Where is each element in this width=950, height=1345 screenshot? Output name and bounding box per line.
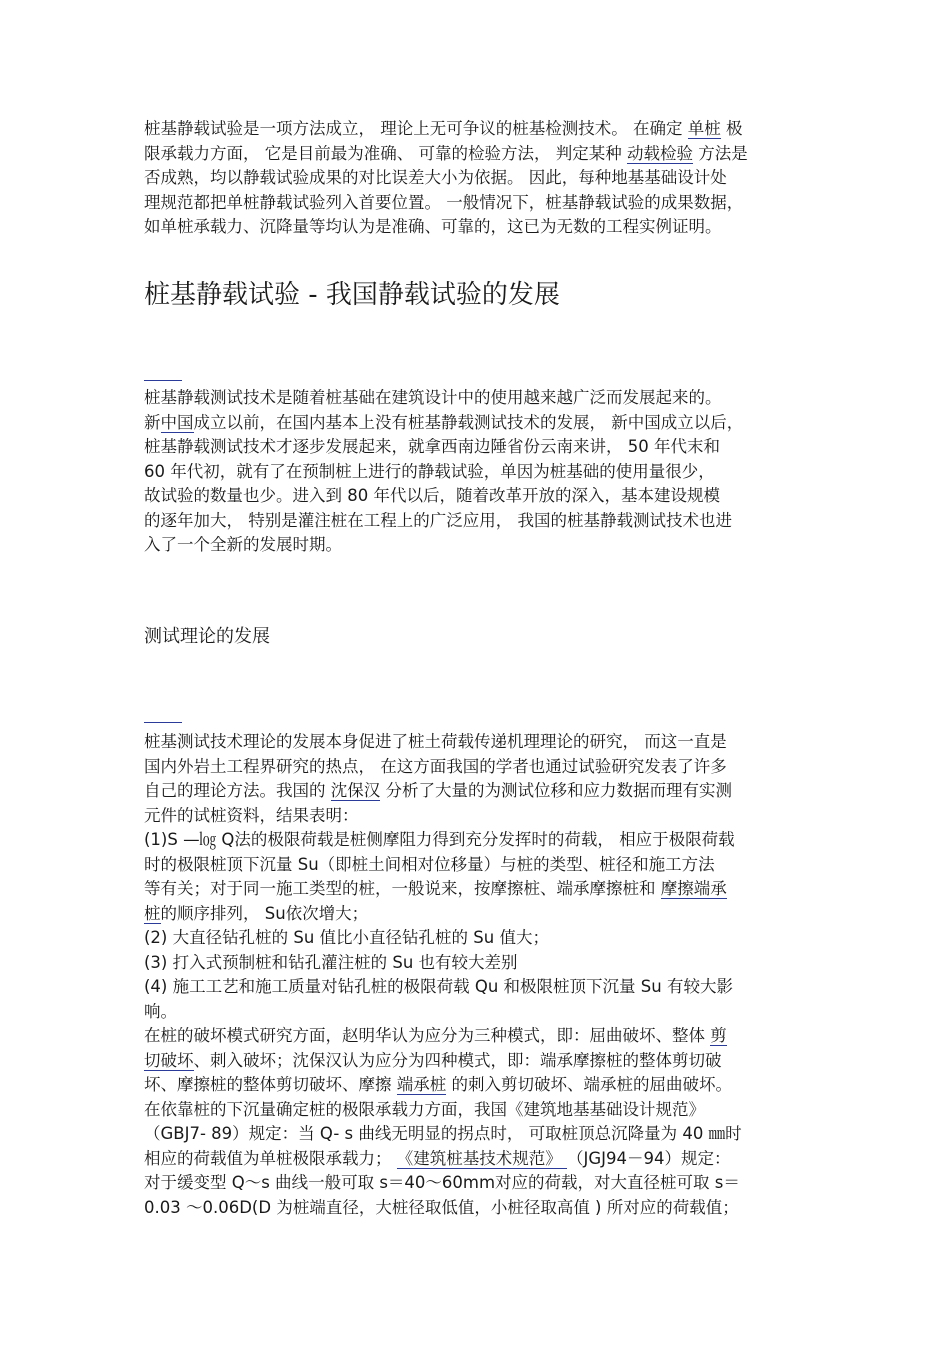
text-line: [144, 1073, 812, 1098]
text-line: [144, 804, 812, 829]
hyperlink[interactable]: 动载检验: [626, 143, 693, 163]
text-segment: 桩基静载测试技术才逐步发展起来，就拿西南边陲省份云南来讲， 50 年代末和: [144, 437, 720, 456]
text-line: [144, 484, 812, 509]
section-heading-theory: 测试理论的发展: [144, 626, 270, 647]
text-segment: (2) 大直径钻孔桩的 Su 值比小直径钻孔桩的 Su 值大；: [144, 928, 549, 947]
text-segment: 方法是: [692, 143, 748, 163]
text-segment: 理规范都把单桩静载试验列入首要位置。 一般情况下，桩基静载试验的成果数据，: [144, 192, 744, 212]
text-line: [144, 1196, 812, 1221]
section-heading-development: 桩基静载试验 - 我国静载试验的发展: [144, 280, 560, 310]
text-segment: (3) 打入式预制桩和钻孔灌注桩的 Su 也有较大差别: [144, 952, 518, 972]
hyperlink[interactable]: 中国: [160, 412, 194, 432]
text-segment: 成立以前，在国内基本上没有桩基静载测试技术的发展， 新中国成立以后，: [193, 412, 744, 432]
text-segment: 时的极限桩顶下沉量 Su（即桩土间相对位移量）与桩的类型、桩径和施工方法: [144, 854, 715, 874]
text-segment: 新: [144, 412, 161, 432]
text-line: [144, 975, 812, 1000]
text-segment: （JGJ94－94）规定：: [567, 1148, 731, 1168]
text-segment: 响。: [144, 1001, 177, 1021]
hyperlink[interactable]: 剪: [710, 1026, 727, 1045]
text-line: [144, 386, 812, 411]
text-segment: 国内外岩土工程界研究的热点， 在这方面我国的学者也通过试验研究发表了许多: [144, 756, 727, 776]
text-line: [144, 533, 812, 558]
text-segment: 入了一个全新的发展时期。: [144, 535, 342, 554]
text-line: [144, 853, 812, 878]
text-segment: 分析了大量的为测试位移和应力数据而理有实测: [380, 781, 732, 800]
hyperlink[interactable]: 摩擦端承: [660, 879, 727, 898]
text-line: [144, 1171, 812, 1196]
text-line: [144, 1098, 812, 1123]
text-line: [144, 215, 812, 240]
text-segment: 桩基测试技术理论的发展本身促进了桩土荷载传递机理理论的研究， 而这一直是: [144, 732, 727, 751]
text-line: [144, 877, 812, 902]
text-line: [144, 730, 812, 755]
text-line: [144, 1000, 812, 1025]
text-segment: 对于缓变型 Q～s 曲线一般可取 s＝40～60mm对应的荷载，对大直径桩可取 s＝: [144, 1173, 740, 1192]
text-line: [144, 1122, 812, 1147]
text-segment: 的刺入剪切破坏、端承桩的屈曲破坏。: [446, 1075, 732, 1094]
text-segment: 元件的试桩资料，结果表明：: [144, 805, 359, 825]
text-segment: （GBJ7- 89）规定：当 Q- s 曲线无明显的拐点时， 可取桩顶总沉降量为 40 ㎜时: [144, 1124, 742, 1143]
text-segment: 桩基静载测试技术是随着桩基础在建筑设计中的使用越来越广泛而发展起来的。: [144, 388, 722, 407]
text-segment: 极: [720, 119, 743, 138]
text-line: [144, 902, 812, 927]
text-segment: 自己的理论方法。我国的: [144, 781, 331, 800]
text-segment: 限承载力方面， 它是目前最为准确、 可靠的检验方法， 判定某种: [144, 143, 627, 163]
hyperlink[interactable]: 端承桩: [396, 1075, 447, 1094]
hyperlink[interactable]: 单桩: [687, 119, 721, 138]
text-segment: 在桩的破坏模式研究方面，赵明华认为应分为三种模式，即：屈曲破坏、整体: [144, 1026, 711, 1045]
text-line: [144, 166, 812, 191]
text-segment: 60 年代初，就有了在预制桩上进行的静载试验，单因为桩基础的使用量很少，: [144, 461, 715, 481]
text-line: [144, 1024, 812, 1049]
hyperlink[interactable]: 《建筑桩基技术规范》: [396, 1148, 567, 1168]
text-segment: 否成熟，均以静载试验成果的对比误差大小为依据。 因此，每种地基基础设计处: [144, 168, 727, 187]
text-segment: 故试验的数量也少。进入到 80 年代以后，随着改革开放的深入，基本建设规模: [144, 486, 720, 505]
text-segment: 在依靠桩的下沉量确定桩的极限承载力方面，我国《建筑地基基础设计规范》: [144, 1099, 705, 1119]
text-line: [144, 411, 812, 436]
text-line: [144, 779, 812, 804]
development-paragraph: [144, 386, 812, 558]
text-line: [144, 755, 812, 780]
text-segment: (1)S —㏒ Q法的极限荷载是桩侧摩阻力得到充分发挥时的荷载， 相应于极限荷载: [144, 830, 735, 849]
text-segment: 的逐年加大， 特别是灌注桩在工程上的广泛应用， 我国的桩基静载测试技术也进: [144, 510, 732, 530]
text-segment: 相应的荷载值为单桩极限承载力；: [144, 1148, 397, 1168]
text-segment: (4) 施工工艺和施工质量对钻孔桩的极限荷载 Qu 和极限桩顶下沉量 Su 有较大影: [144, 977, 733, 996]
text-line: [144, 435, 812, 460]
text-line: [144, 509, 812, 534]
text-segment: 、刺入破坏；沈保汉认为应分为四种模式，即：端承摩擦桩的整体剪切破: [193, 1050, 722, 1070]
text-line: [144, 828, 812, 853]
text-segment: 桩基静载试验是一项方法成立， 理论上无可争议的桩基检测技术。 在确定: [144, 119, 688, 138]
intro-paragraph: [144, 117, 812, 240]
text-segment: 坏、摩擦桩的整体剪切破坏、摩擦: [144, 1075, 397, 1094]
text-segment: 等有关；对于同一施工类型的桩，一般说来，按摩擦桩、端承摩擦桩和: [144, 879, 661, 898]
text-line: [144, 1049, 812, 1074]
link-underline-fragment: [144, 722, 182, 723]
text-line: [144, 117, 812, 142]
text-segment: 0.03 ～0.06D(D 为桩端直径，大桩径取低值，小桩径取高值 ) 所对应的荷载值；: [144, 1197, 739, 1217]
text-line: [144, 191, 812, 216]
text-line: [144, 926, 812, 951]
hyperlink[interactable]: 桩: [144, 903, 161, 923]
hyperlink[interactable]: 切破坏: [144, 1050, 194, 1070]
text-line: [144, 1147, 812, 1172]
text-line: [144, 142, 812, 167]
text-segment: 如单桩承载力、沉降量等均认为是准确、可靠的，这已为无数的工程实例证明。: [144, 217, 722, 236]
hyperlink[interactable]: 沈保汉: [330, 781, 381, 800]
text-line: [144, 951, 812, 976]
text-line: [144, 460, 812, 485]
link-underline-fragment: [144, 380, 182, 381]
theory-paragraph: [144, 730, 812, 1220]
text-segment: 的顺序排列， Su依次增大；: [160, 903, 369, 923]
